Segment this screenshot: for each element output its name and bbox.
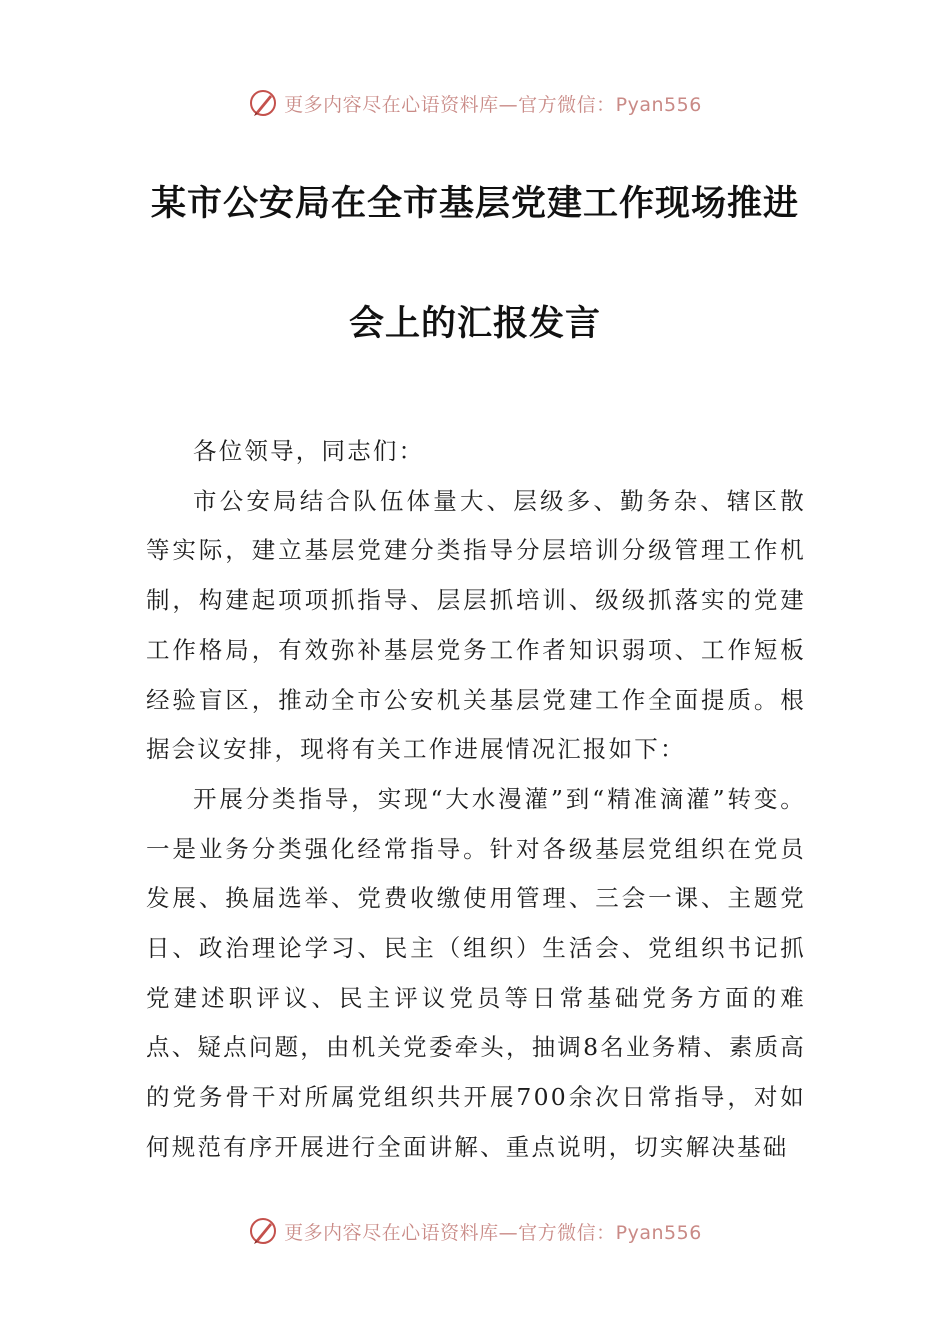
watermark-text: 更多内容尽在心语资料库—官方微信：Pyan556 bbox=[284, 1221, 702, 1244]
body-paragraph-1: 市公安局结合队伍体量大、层级多、勤务杂、辖区散等实际，建立基层党建分类指导分层培训分级管理工作机制，构建起项项抓指导、层层抓培训、级级抓落实的党建工作格局，有效弥补基层党务工作者知识弱项、工作短板经验盲区，推动全市公安机关基层党建工作全面提质。根据会议安排，现将有关工作进展情况汇报如下： bbox=[146, 486, 806, 764]
footer-watermark bbox=[0, 1211, 950, 1251]
document-title-line2: 会上的汇报发言 bbox=[348, 303, 601, 344]
salutation: 各位领导，同志们： bbox=[193, 437, 425, 465]
quill-pen-logo-icon bbox=[248, 1216, 278, 1246]
document-body bbox=[146, 427, 806, 1173]
body-paragraph-2: 开展分类指导，实现“大水漫灌”到“精准滴灌”转变。一是业务分类强化经常指导。针对各级基层党组织在党员发展、换届选举、党费收缴使用管理、三会一课、主题党日、政治理论学习、民主（组织）生活会、党组织书记抓党建述职评议、民主评议党员等日常基础党务方面的难点、疑点问题，由机关党委牵头，抽调8名业务精、素质高的党务骨干对所属党组织共开展700余次日常指导，对如何规范有序开展进行全面讲解、重点说明，切实解决基础 bbox=[146, 784, 806, 1161]
watermark-text: 更多内容尽在心语资料库—官方微信：Pyan556 bbox=[284, 93, 702, 116]
document-title-line1: 某市公安局在全市基层党建工作现场推进 bbox=[150, 183, 799, 224]
header-watermark bbox=[0, 83, 950, 123]
quill-pen-logo-icon bbox=[248, 88, 278, 118]
